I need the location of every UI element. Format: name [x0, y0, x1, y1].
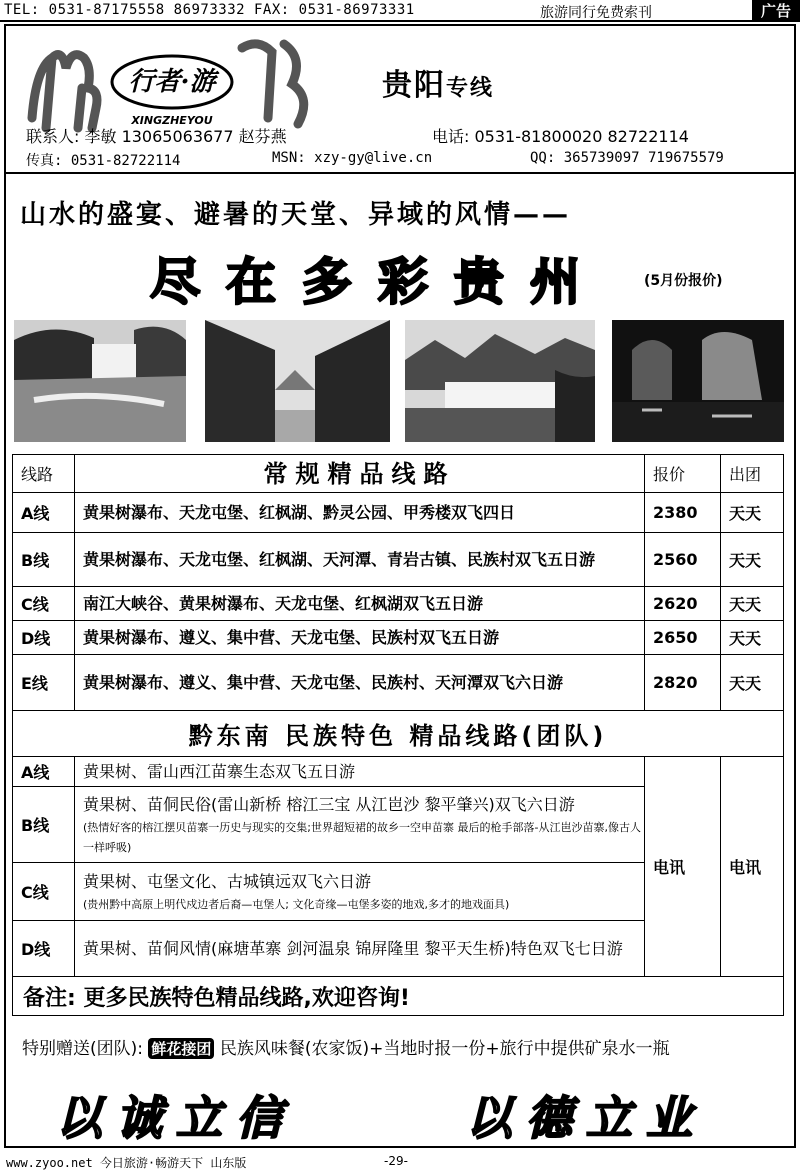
route-code: D线 [12, 921, 74, 976]
contact-msn: MSN: xzy-gy@live.cn [272, 150, 433, 166]
route-desc: 黄果树瀑布、天龙屯堡、红枫湖、天河潭、青岩古镇、民族村双飞五日游 [74, 533, 644, 586]
ethnic-depart: 电讯 [720, 756, 784, 976]
route-code: B线 [12, 787, 74, 862]
route-title [382, 60, 494, 104]
route-desc: 南江大峡谷、黄果树瀑布、天龙屯堡、红枫湖双飞五日游 [74, 587, 644, 620]
col-title-header: 常规精品线路 [74, 455, 644, 492]
route-detail: (贵州黔中高原上明代戍边者后裔—屯堡人; 文化奇缘—屯堡多姿的地戏,多才的地戏面具) [83, 897, 510, 911]
route-code: C线 [12, 587, 74, 620]
table-row [12, 532, 784, 586]
logo-text: 行者·游 [128, 67, 216, 97]
route-desc: 黄果树、雷山西江苗寨生态双飞五日游 [74, 757, 644, 786]
route-desc: 黄果树、苗侗民俗(雷山新桥 榕江三宝 从江岜沙 黎平肇兴)双飞六日游 [83, 794, 575, 814]
camel-logo-icon [22, 28, 312, 136]
slogan: 山水的盛宴、避暑的天堂、异域的风情—— [20, 200, 572, 230]
route-city: 贵阳 [382, 68, 446, 103]
route-price: 2380 [644, 493, 720, 532]
route-code: C线 [12, 863, 74, 920]
special-rest: 民族风味餐(农家饭)+当地时报一份+旅行中提供矿泉水一瓶 [219, 1039, 670, 1059]
col-price-header: 报价 [644, 455, 720, 492]
big-title: 尽在多彩贵州 [150, 252, 606, 311]
motto-right: 以德立业 [466, 1091, 706, 1145]
route-desc-block [74, 863, 644, 920]
ethnic-section-title: 黔东南 民族特色 精品线路(团队) [12, 710, 784, 756]
route-code: A线 [12, 493, 74, 532]
special-label: 特别赠送(团队): [22, 1039, 143, 1059]
free-index-label: 旅游同行免费索刊 [540, 5, 652, 21]
contact-fax: 传真: 0531-82722114 [26, 153, 181, 169]
route-price: 2560 [644, 533, 720, 586]
ad-badge: 广告 [752, 0, 800, 22]
page-number: -29- [384, 1154, 408, 1168]
footer-site: www.zyoo.net 今日旅游·畅游天下 山东版 [6, 1156, 247, 1170]
route-price: 2820 [644, 655, 720, 710]
route-code: A线 [12, 757, 74, 786]
special-gift [22, 1034, 670, 1059]
route-price: 2650 [644, 621, 720, 654]
route-desc: 黄果树瀑布、遵义、集中营、天龙屯堡、民族村双飞五日游 [74, 621, 644, 654]
route-desc-block [74, 787, 644, 862]
table-row [12, 654, 784, 710]
route-code: D线 [12, 621, 74, 654]
ethnic-price: 电讯 [644, 756, 720, 976]
table-header-row [12, 454, 784, 492]
cascade-photo [405, 320, 595, 442]
table-row [12, 620, 784, 654]
waterfall-photo [14, 320, 186, 442]
route-desc: 黄果树、屯堡文化、古城镇远双飞六日游 [83, 871, 372, 891]
table-row [12, 586, 784, 620]
village-photo [205, 320, 390, 442]
route-suffix: 专线 [446, 76, 495, 101]
remark-row: 备注: 更多民族特色精品线路,欢迎咨询! [12, 976, 784, 1016]
route-code: E线 [12, 655, 74, 710]
motto-left: 以诚立信 [56, 1091, 296, 1145]
cave-photo [612, 320, 784, 442]
tel-fax-line: TEL: 0531-87175558 86973332 FAX: 0531-86973331 [4, 2, 415, 18]
contact-qq: QQ: 365739097 719675579 [530, 150, 724, 166]
contact-phone: 电话: 0531-81800020 82722114 [432, 127, 689, 146]
route-desc: 黄果树瀑布、遵义、集中营、天龙屯堡、民族村、天河潭双飞六日游 [74, 655, 644, 710]
route-depart: 天天 [720, 587, 784, 620]
logo-sub: XINGZHEYOU [131, 114, 213, 127]
col-route-header: 线路 [12, 455, 74, 492]
col-depart-header: 出团 [720, 455, 784, 492]
route-price: 2620 [644, 587, 720, 620]
agency-logo [22, 28, 312, 136]
route-depart: 天天 [720, 533, 784, 586]
contact-people: 联系人: 李敏 13065063677 赵芬燕 [26, 127, 287, 146]
route-depart: 天天 [720, 493, 784, 532]
top-bar [0, 0, 800, 22]
route-desc: 黄果树、苗侗风情(麻塘革寨 剑河温泉 锦屏隆里 黎平天生桥)特色双飞七日游 [74, 921, 644, 976]
route-depart: 天天 [720, 621, 784, 654]
route-desc: 黄果树瀑布、天龙屯堡、红枫湖、黔灵公园、甲秀楼双飞四日 [74, 493, 644, 532]
route-depart: 天天 [720, 655, 784, 710]
agency-header [6, 26, 794, 174]
price-note: (5月份报价) [644, 273, 723, 289]
page-footer [0, 1152, 800, 1172]
special-badge: 鲜花接团 [148, 1038, 214, 1059]
route-detail: (热情好客的榕江摆贝苗寨一历史与现实的交集;世界超短裙的故乡一空申苗寨 最后的枪手部落-从江岜沙苗寨,像古人一样呼吸) [83, 820, 641, 854]
table-row [12, 492, 784, 532]
route-code: B线 [12, 533, 74, 586]
